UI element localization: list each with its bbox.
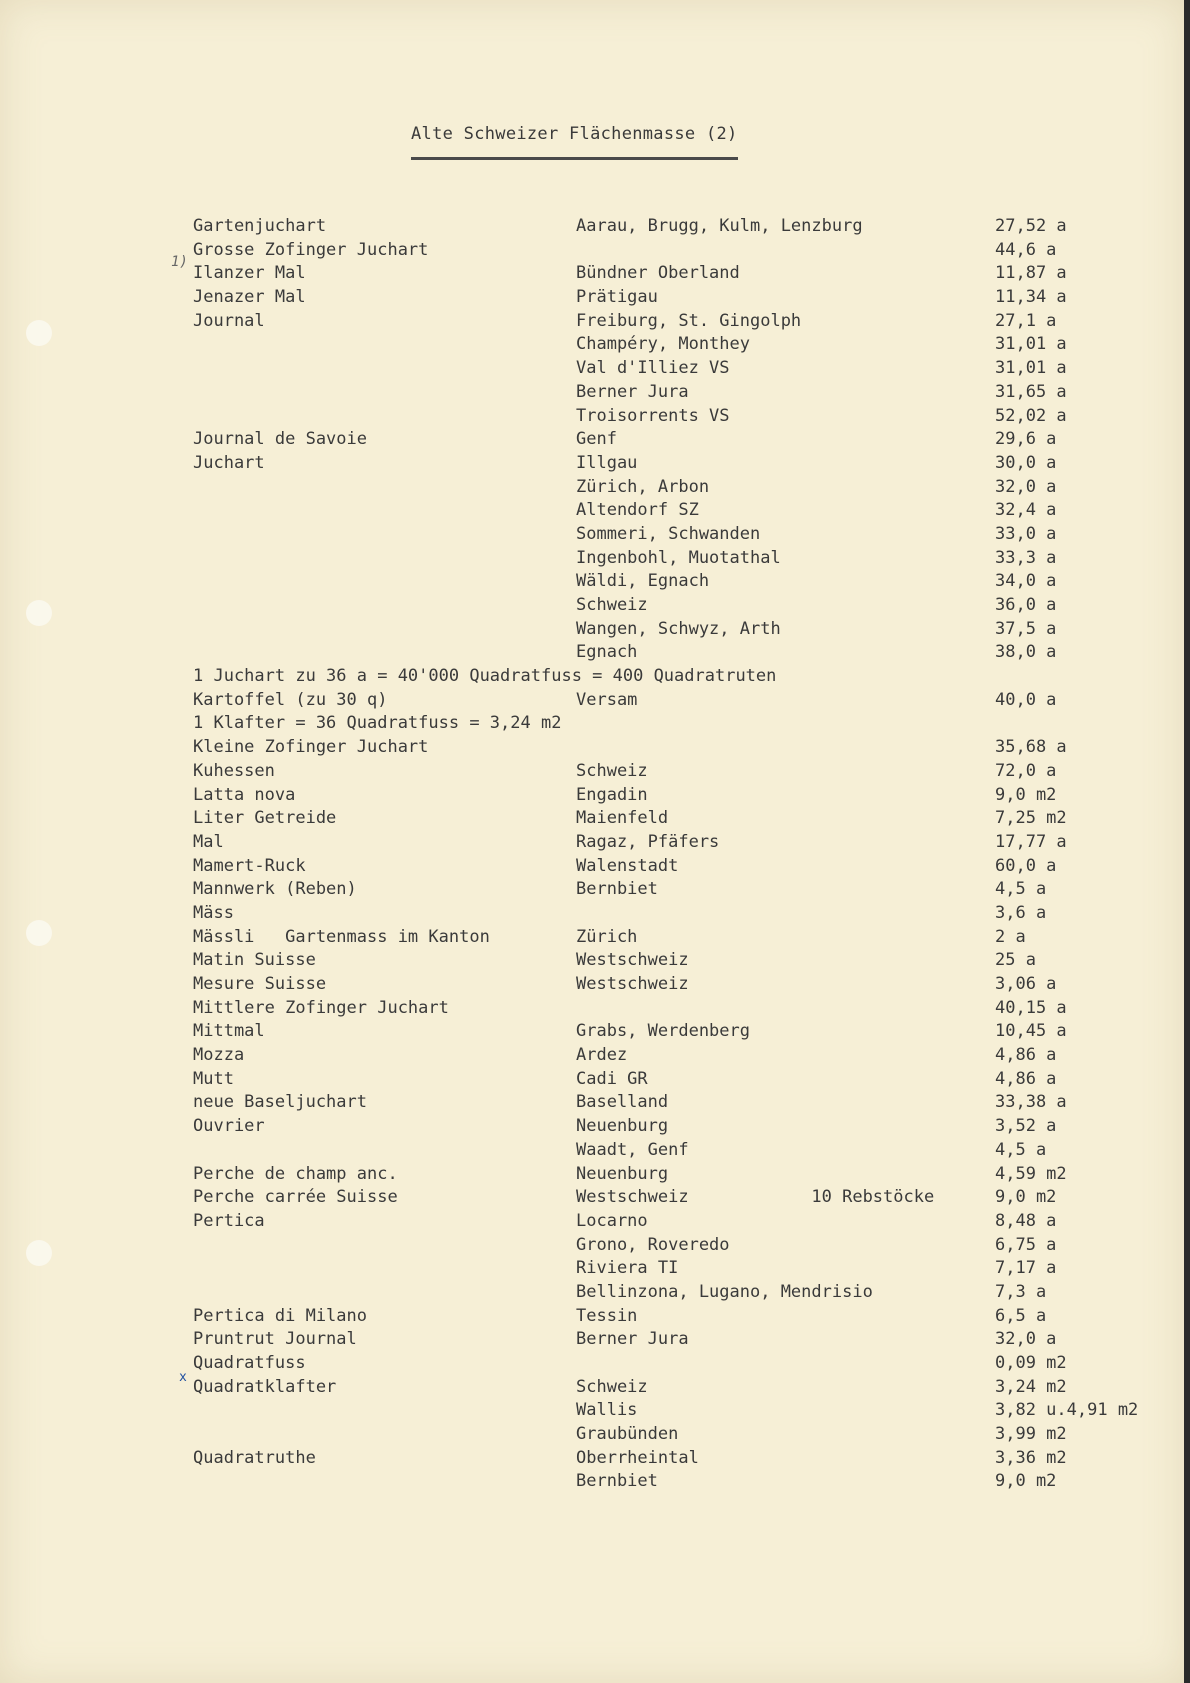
measure-name: Quadratklafter	[193, 1376, 337, 1397]
measure-value: 31,65 a	[995, 381, 1067, 402]
measure-value: 4,59 m2	[995, 1163, 1067, 1184]
measure-name: Journal	[193, 310, 265, 331]
measure-name: Mutt	[193, 1068, 234, 1089]
list-item	[0, 1400, 1184, 1424]
list-item	[0, 1306, 1184, 1330]
list-item	[0, 761, 1184, 785]
measure-value: 3,99 m2	[995, 1424, 1067, 1445]
measure-name: neue Baseljuchart	[193, 1092, 367, 1113]
measure-name: Quadratfuss	[193, 1353, 306, 1373]
measure-value: 44,6 a	[995, 239, 1057, 260]
measure-value: 32,0 a	[995, 1329, 1057, 1350]
list-item	[0, 927, 1184, 951]
measure-value: 3,82 u.4,91 m2	[995, 1400, 1139, 1421]
measure-value: 4,5 a	[995, 1139, 1047, 1160]
measure-value: 27,1 a	[995, 310, 1057, 331]
measure-place: Schweiz	[576, 1376, 648, 1397]
measure-value: 9,0 m2	[995, 1187, 1057, 1208]
measure-name: Ouvrier	[193, 1116, 265, 1137]
measure-place: Riviera TI	[576, 1258, 679, 1279]
measure-place: Neuenburg	[576, 1163, 669, 1184]
measure-place: Bernbiet	[576, 879, 658, 900]
measure-name: Juchart	[193, 452, 265, 473]
list-item	[0, 1448, 1184, 1472]
list-item	[0, 571, 1184, 595]
measure-value: 33,3 a	[995, 547, 1057, 568]
measure-name: Mamert-Ruck	[193, 855, 306, 876]
measure-value: 3,36 m2	[995, 1447, 1067, 1468]
list-item	[0, 950, 1184, 974]
measure-value: 32,0 a	[995, 476, 1057, 497]
measure-name: Quadratruthe	[193, 1447, 316, 1468]
measure-place: Bündner Oberland	[576, 263, 740, 284]
list-item	[0, 1424, 1184, 1448]
measure-value: 11,87 a	[995, 263, 1067, 284]
measure-place: Neuenburg	[576, 1116, 669, 1137]
measure-name: Mozza	[193, 1045, 245, 1066]
measure-name: Kleine Zofinger Juchart	[193, 737, 429, 758]
measure-place: Cadi GR	[576, 1068, 648, 1089]
list-item	[0, 1021, 1184, 1045]
measure-value: 31,01 a	[995, 334, 1067, 355]
measure-value: 34,0 a	[995, 571, 1057, 592]
list-item	[0, 358, 1184, 382]
measure-value: 9,0 m2	[995, 1471, 1057, 1492]
measure-name: Mesure Suisse	[193, 974, 327, 994]
list-item	[0, 287, 1184, 311]
measure-place: Aarau, Brugg, Kulm, Lenzburg	[576, 216, 863, 236]
measure-value: 3,52 a	[995, 1116, 1057, 1137]
list-item	[0, 1471, 1184, 1495]
measure-name: Kuhessen	[193, 760, 275, 781]
measure-place: Maienfeld	[576, 808, 669, 829]
measure-place: Freiburg, St. Gingolph	[576, 310, 802, 331]
list-item	[0, 595, 1184, 619]
measure-value: 31,01 a	[995, 358, 1067, 379]
list-item	[0, 1045, 1184, 1069]
measure-value: 35,68 a	[995, 737, 1067, 758]
list-item	[0, 713, 1184, 737]
measure-value: 2 a	[995, 926, 1026, 947]
measure-value: 4,86 a	[995, 1045, 1057, 1066]
measure-name: Mal	[193, 831, 224, 852]
measure-place: Prätigau	[576, 287, 658, 308]
measure-name: 1 Klafter = 36 Quadratfuss = 3,24 m2	[193, 713, 562, 734]
measure-value: 38,0 a	[995, 642, 1057, 663]
measure-value: 4,5 a	[995, 879, 1047, 900]
measure-value: 17,77 a	[995, 831, 1067, 852]
measure-value: 11,34 a	[995, 287, 1067, 308]
measure-place: Wäldi, Egnach	[576, 571, 710, 592]
list-item	[0, 548, 1184, 572]
measure-place: Sommeri, Schwanden	[576, 523, 761, 544]
measure-value: 40,0 a	[995, 689, 1057, 710]
measure-place: Champéry, Monthey	[576, 334, 750, 355]
measure-value: 3,06 a	[995, 974, 1057, 994]
measure-place: Bernbiet	[576, 1471, 658, 1492]
measure-name: Pertica	[193, 1210, 265, 1231]
measure-value: 33,38 a	[995, 1092, 1067, 1113]
measure-place: Walenstadt	[576, 855, 679, 876]
measure-name: Pruntrut Journal	[193, 1329, 357, 1350]
measure-name: Mäss	[193, 902, 234, 923]
measure-value: 40,15 a	[995, 997, 1067, 1018]
measure-place: Grabs, Werdenberg	[576, 1021, 750, 1042]
page-title: Alte Schweizer Flächenmasse (2)	[411, 124, 738, 144]
list-item	[0, 1116, 1184, 1140]
measure-value: 7,3 a	[995, 1281, 1047, 1302]
measure-place: Troisorrents VS	[576, 405, 730, 426]
list-item	[0, 998, 1184, 1022]
list-item	[0, 1164, 1184, 1188]
list-item	[0, 1211, 1184, 1235]
list-item	[0, 856, 1184, 880]
measure-name: Pertica di Milano	[193, 1305, 367, 1326]
margin-note: 1)	[171, 254, 188, 270]
measure-place: Wangen, Schwyz, Arth	[576, 618, 781, 639]
measure-place: Zürich, Arbon	[576, 476, 710, 497]
measure-name: 1 Juchart zu 36 a = 40'000 Quadratfuss = 400 Quadratruten	[193, 666, 777, 687]
measure-name: Grosse Zofinger Juchart	[193, 239, 429, 260]
measure-value: 29,6 a	[995, 429, 1057, 450]
list-item	[0, 666, 1184, 690]
measure-place: Schweiz	[576, 595, 648, 615]
list-item	[0, 903, 1184, 927]
measure-value: 4,86 a	[995, 1068, 1057, 1089]
measure-place: Egnach	[576, 642, 638, 663]
measure-place: Illgau	[576, 452, 638, 473]
measure-name: Perche de champ anc.	[193, 1163, 398, 1184]
list-item	[0, 1187, 1184, 1211]
measure-name: Gartenjuchart	[193, 216, 327, 236]
measure-value: 36,0 a	[995, 595, 1057, 615]
list-item	[0, 879, 1184, 903]
measure-value: 30,0 a	[995, 452, 1057, 473]
list-item	[0, 1092, 1184, 1116]
measure-name: Mannwerk (Reben)	[193, 879, 357, 900]
list-item	[0, 974, 1184, 998]
measure-place: Bellinzona, Lugano, Mendrisio	[576, 1281, 873, 1302]
measure-name: Ilanzer Mal	[193, 263, 306, 284]
list-item	[0, 737, 1184, 761]
pencil-x-mark: x	[179, 1370, 187, 1385]
measure-value: 10,45 a	[995, 1021, 1067, 1042]
measure-place: Waadt, Genf	[576, 1139, 689, 1160]
list-item	[0, 216, 1184, 240]
measure-place: Locarno	[576, 1210, 648, 1231]
list-item	[0, 1377, 1184, 1401]
measure-place: Oberrheintal	[576, 1447, 699, 1468]
measure-place: Ragaz, Pfäfers	[576, 831, 720, 852]
measure-name: Mittmal	[193, 1021, 265, 1042]
measure-place: Val d'Illiez VS	[576, 358, 730, 379]
measure-place: Schweiz	[576, 760, 648, 781]
measure-name: Jenazer Mal	[193, 287, 306, 308]
measure-place: Grono, Roveredo	[576, 1234, 730, 1255]
measure-value: 0,09 m2	[995, 1353, 1067, 1373]
measure-value: 72,0 a	[995, 760, 1057, 781]
measure-place: Altendorf SZ	[576, 500, 699, 521]
list-item	[0, 785, 1184, 809]
list-item	[0, 832, 1184, 856]
measure-value: 6,5 a	[995, 1305, 1047, 1326]
measure-place: Westschweiz 10 Rebstöcke	[576, 1187, 935, 1208]
measure-name: Perche carrée Suisse	[193, 1187, 398, 1208]
measure-value: 9,0 m2	[995, 784, 1057, 805]
measure-value: 25 a	[995, 950, 1036, 971]
measure-place: Westschweiz	[576, 974, 689, 994]
measure-value: 3,24 m2	[995, 1376, 1067, 1397]
measure-name: Matin Suisse	[193, 950, 316, 971]
measure-value: 32,4 a	[995, 500, 1057, 521]
list-item	[0, 263, 1184, 287]
measure-place: Ardez	[576, 1045, 628, 1066]
measure-place: Baselland	[576, 1092, 669, 1113]
list-item	[0, 334, 1184, 358]
measure-value: 60,0 a	[995, 855, 1057, 876]
measure-name: Mässli Gartenmass im Kanton	[193, 926, 490, 947]
list-item	[0, 1329, 1184, 1353]
measure-name: Mittlere Zofinger Juchart	[193, 997, 449, 1018]
list-item	[0, 690, 1184, 714]
measure-place: Graubünden	[576, 1424, 679, 1445]
measure-place: Tessin	[576, 1305, 638, 1326]
measure-place: Engadin	[576, 784, 648, 805]
measure-place: Berner Jura	[576, 381, 689, 402]
measure-place: Westschweiz	[576, 950, 689, 971]
measure-value: 27,52 a	[995, 216, 1067, 236]
measure-value: 37,5 a	[995, 618, 1057, 639]
measure-value: 6,75 a	[995, 1234, 1057, 1255]
measures-list	[0, 216, 1184, 1495]
list-item	[0, 500, 1184, 524]
measure-value: 52,02 a	[995, 405, 1067, 426]
measure-name: Journal de Savoie	[193, 429, 367, 450]
list-item	[0, 453, 1184, 477]
list-item	[0, 619, 1184, 643]
list-item	[0, 429, 1184, 453]
list-item	[0, 1282, 1184, 1306]
measure-name: Kartoffel (zu 30 q)	[193, 689, 388, 710]
list-item	[0, 642, 1184, 666]
measure-name: Liter Getreide	[193, 808, 337, 829]
measure-place: Berner Jura	[576, 1329, 689, 1350]
measure-place: Ingenbohl, Muotathal	[576, 547, 781, 568]
measure-place: Genf	[576, 429, 617, 450]
list-item	[0, 311, 1184, 335]
measure-value: 7,17 a	[995, 1258, 1057, 1279]
list-item	[0, 1140, 1184, 1164]
list-item	[0, 406, 1184, 430]
list-item	[0, 382, 1184, 406]
list-item	[0, 1258, 1184, 1282]
measure-place: Zürich	[576, 926, 638, 947]
title-underline	[411, 157, 738, 160]
list-item	[0, 1235, 1184, 1259]
measure-place: Wallis	[576, 1400, 638, 1421]
measure-value: 8,48 a	[995, 1210, 1057, 1231]
list-item	[0, 1069, 1184, 1093]
measure-value: 7,25 m2	[995, 808, 1067, 829]
list-item	[0, 524, 1184, 548]
measure-value: 3,6 a	[995, 902, 1047, 923]
measure-name: Latta nova	[193, 784, 296, 805]
list-item	[0, 477, 1184, 501]
measure-value: 33,0 a	[995, 523, 1057, 544]
list-item	[0, 1353, 1184, 1377]
list-item	[0, 808, 1184, 832]
list-item	[0, 240, 1184, 264]
measure-place: Versam	[576, 689, 638, 710]
